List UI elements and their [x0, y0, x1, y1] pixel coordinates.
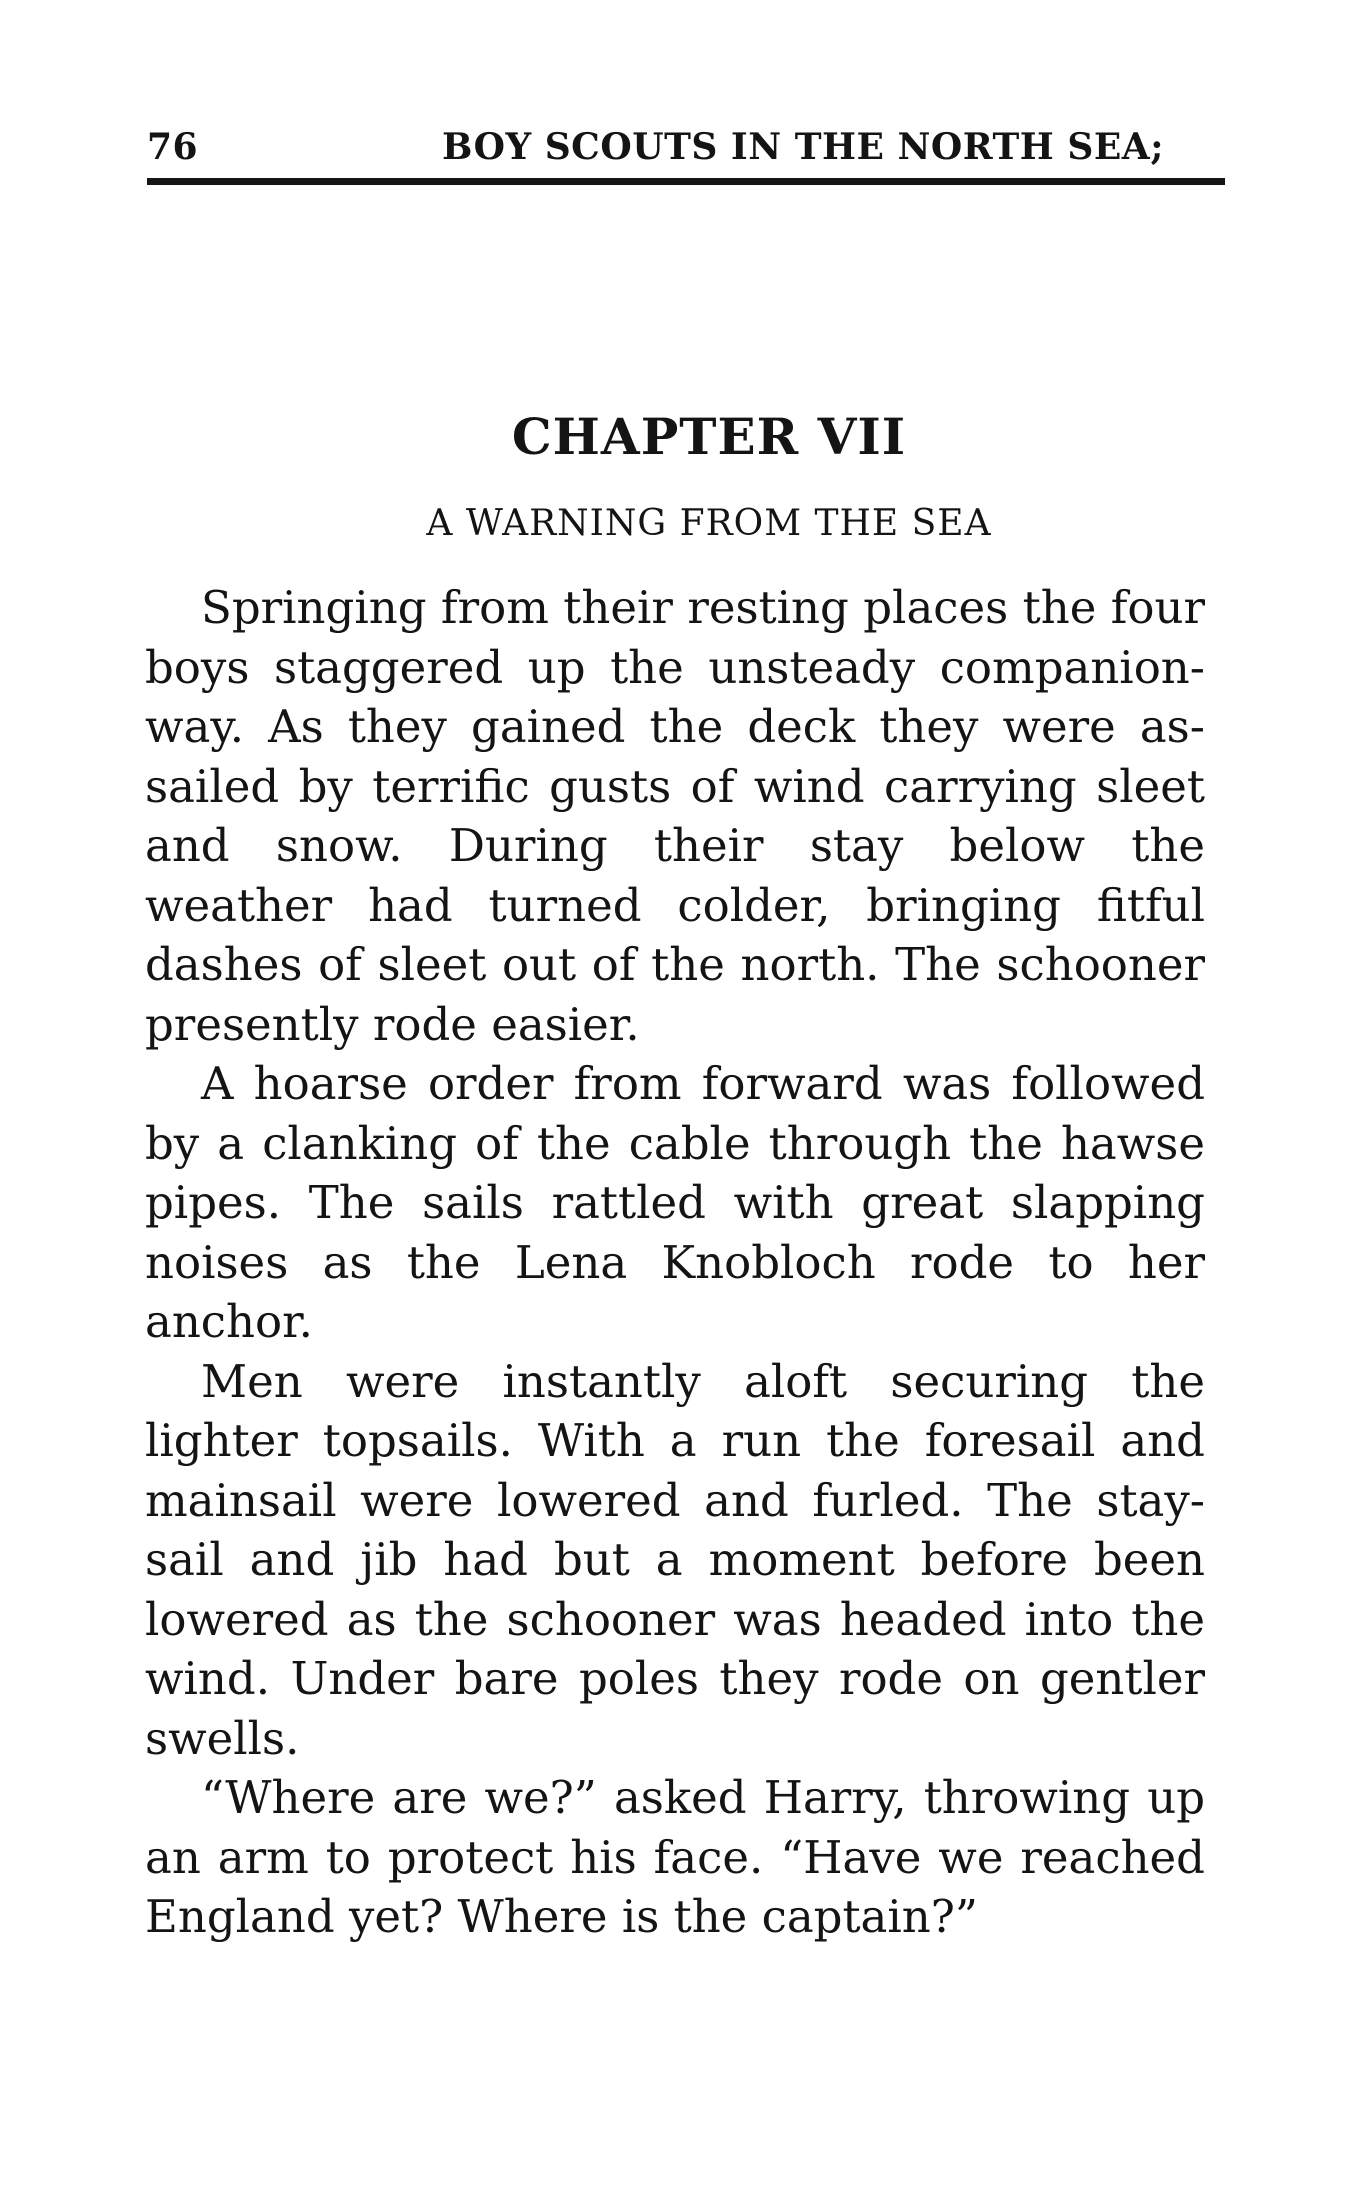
running-head: [147, 118, 1222, 178]
running-title: BOY SCOUTS IN THE NORTH SEA;: [442, 126, 1165, 168]
page-number: 76: [147, 126, 199, 168]
paragraph: Springing from their resting places the four boys staggered up the unsteady companionway. As they gained the deck they were assailed by terrific gusts of wind carrying sleet and snow. During their stay below the weather had turned colder, bringing fitful dashes of sleet out of the north. The schooner presently rode easier.: [145, 581, 1205, 1051]
chapter-title: A WARNING FROM THE SEA: [426, 503, 992, 544]
chapter-number: CHAPTER VII: [511, 407, 907, 466]
paragraph: Men were instantly aloft securing the lighter topsails. With a run the foresail and mainsail were lowered and furled. The staysail and jib had but a moment before been lowered as the schooner was headed into the wind. Under bare poles they rode on gentler swells.: [145, 1354, 1205, 1765]
header-rule: [147, 178, 1225, 185]
paragraph: A hoarse order from forward was followed by a clanking of the cable through the hawse pipes. The sails rattled with great slapping noises as the Lena Knobloch rode to her anchor.: [145, 1057, 1205, 1348]
chapter-body: [145, 578, 1205, 1947]
paragraph: “Where are we?” asked Harry, throwing up an arm to protect his face. “Have we reached England yet? Where is the captain?”: [145, 1771, 1205, 1943]
